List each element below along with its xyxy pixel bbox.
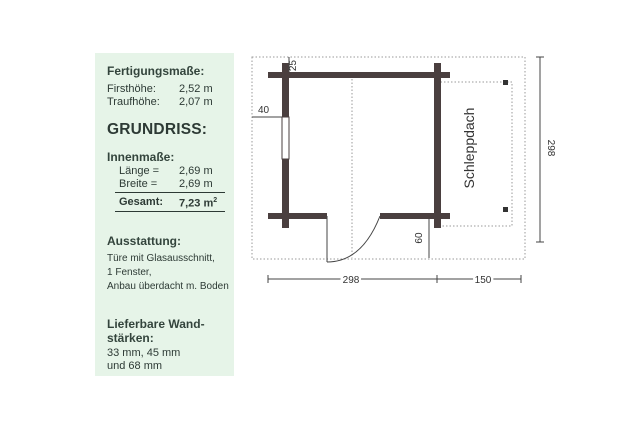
dim-width-main-label: 298	[342, 275, 360, 286]
door-swing	[327, 216, 380, 262]
dim-height-label: 298	[545, 139, 556, 157]
firsthoehe-label: Firsthöhe:	[107, 83, 156, 95]
dim-width-annex-label: 150	[474, 275, 492, 286]
laenge-label: Länge =	[119, 165, 160, 177]
grundriss-title: GRUNDRISS:	[107, 121, 208, 138]
post-bottom	[503, 207, 508, 212]
roof-outline	[252, 57, 525, 259]
laenge-value: 2,69 m	[179, 165, 213, 177]
traufhoehe-value: 2,07 m	[179, 96, 213, 108]
wandstaerken-line-1: 33 mm, 45 mm	[107, 347, 181, 359]
walls	[268, 63, 450, 228]
gesamt-label: Gesamt:	[119, 196, 164, 208]
wandstaerken-heading-2: stärken:	[107, 331, 154, 345]
firsthoehe-value: 2,52 m	[179, 83, 213, 95]
fertigungsmasse-heading: Fertigungsmaße:	[107, 64, 205, 78]
wall-bottom-left	[268, 213, 327, 219]
window	[282, 117, 289, 159]
gesamt-value: 7,23 $m^2$	[179, 197, 218, 210]
post-top	[503, 80, 508, 85]
innenmasse-heading: Innenmaße:	[107, 150, 175, 164]
traufhoehe-label: Traufhöhe:	[107, 96, 160, 108]
wandstaerken-heading-1: Lieferbare Wand-	[107, 317, 205, 331]
ausstattung-heading: Ausstattung:	[107, 234, 181, 248]
ausstattung-line-1: Türe mit Glasausschnitt,	[107, 253, 215, 264]
dim-left-label: 40	[258, 105, 270, 116]
wandstaerken-line-2: und 68 mm	[107, 360, 163, 372]
roof-label: Schleppdach	[461, 107, 477, 189]
ausstattung-line-2: 1 Fenster,	[107, 267, 152, 278]
wall-right	[434, 63, 441, 228]
wall-bottom-right	[380, 213, 450, 219]
ausstattung-line-3: Anbau überdacht m. Boden	[107, 281, 229, 292]
breite-label: Breite =	[119, 178, 158, 190]
breite-value: 2,69 m	[179, 178, 213, 190]
dim-top-label: 25	[288, 60, 299, 72]
dimensions	[252, 57, 544, 283]
dim-door-label: 60	[414, 232, 425, 244]
wall-top	[268, 72, 450, 78]
